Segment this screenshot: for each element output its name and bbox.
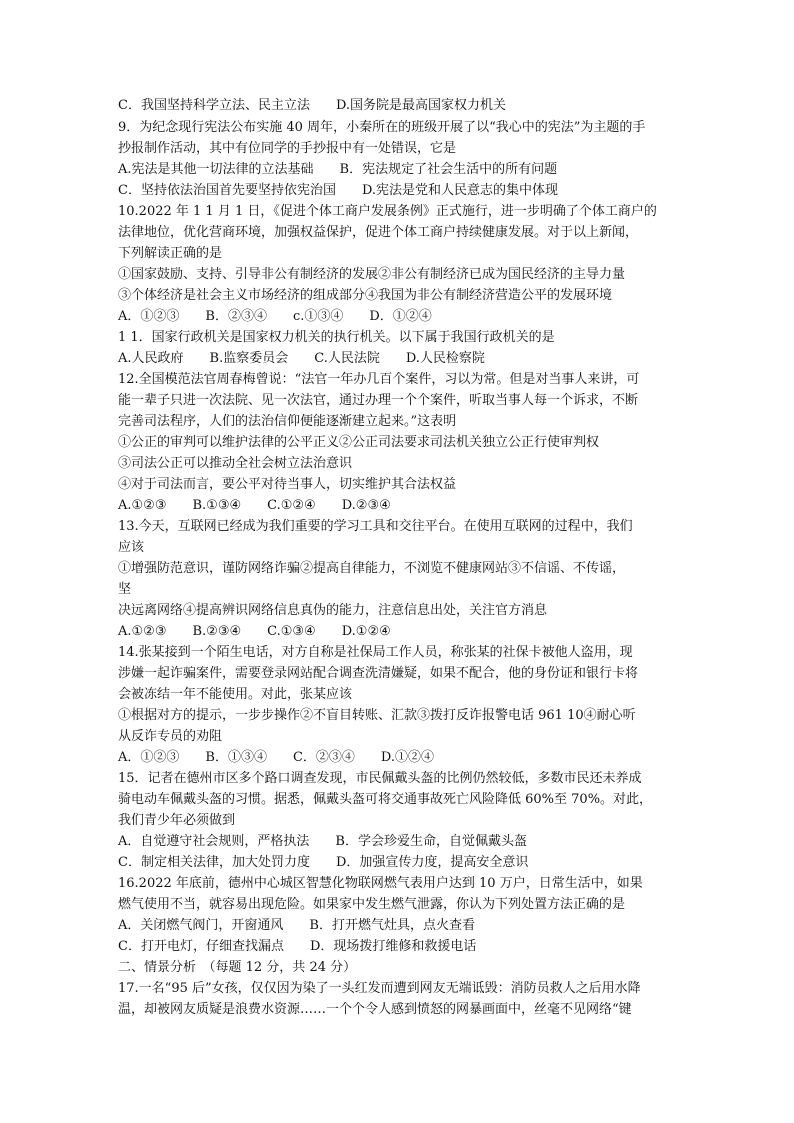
text-line: 14.张某接到一个陌生电话，对方自称是社保局工作人员，称张某的社保卡被他人盗用，现 <box>118 645 633 660</box>
text-line: 骑电动车佩戴头盔的习惯。据悉，佩戴头盔可将交通事故死亡风险降低 60%至 70%。对此， <box>118 792 653 807</box>
text-line: 10.2022 年 1 1 月 1 日，《促进个体工商户发展条例》正式施行，进一步明确了个体工商户的 <box>118 204 657 219</box>
text-line: C．打开电灯，仔细查找漏点 D．现场拨打维修和救援电话 <box>118 939 477 954</box>
text-line: 决远离网络④提高辨识网络信息真伪的能力，注意信息出处，关注官方消息 <box>118 603 548 618</box>
text-line: ①公正的审判可以维护法律的公平正义②公正司法要求司法机关独立公正行使审判权 <box>118 435 600 450</box>
text-line: 抄报制作活动，其中有位同学的手抄报中有一处错误，它是 <box>118 141 457 156</box>
section-heading: 二、情景分析 （每题 12 分，共 24 分） <box>118 960 357 975</box>
text-line: ①国家鼓励、支持、引导非公有制经济的发展②非公有制经济已成为国民经济的主导力量 <box>118 267 626 282</box>
text-line: ①根据对方的提示，一步步操作②不盲目转账、汇款③拨打反诈报警电话 961 10④耐心听 <box>118 708 636 723</box>
text-line: 能一辈子只进一次法院、见一次法官，通过办理一个个案件，听取当事人每一个诉求，不断 <box>118 393 639 408</box>
text-line: 1 1．国家行政机关是国家权力机关的执行机关。以下属于我国行政机关的是 <box>118 330 555 345</box>
text-line: 15．记者在德州市区多个路口调查发现，市民佩戴头盔的比例仍然较低，多数市民还未养成 <box>118 771 642 786</box>
text-line: A．关闭燃气阀门，开窗通风 B．打开燃气灶具，点火查看 <box>118 918 475 933</box>
text-line: 9．为纪念现行宪法公布实施 40 周年，小秦所在的班级开展了以“我心中的宪法”为主题的手 <box>118 120 646 135</box>
text-line: 坚 <box>118 582 132 597</box>
text-line: 我们青少年必须做到 <box>118 813 236 828</box>
text-line: 会被冻结一年不能使用。对此，张某应该 <box>118 687 353 702</box>
text-line: A.人民政府 B.监察委员会 C.人民法院 D.人民检察院 <box>118 351 485 366</box>
text-line: ④对于司法而言，要公平对待当事人，切实维护其合法权益 <box>118 477 457 492</box>
text-line: A．①②③ B．①③④ C．②③④ D.①②④ <box>118 750 434 765</box>
text-line: A.①②③ B.①③④ C.①②④ D.②③④ <box>118 498 391 513</box>
text-line: C．坚持依法治国首先要坚持依宪治国 D.宪法是党和人民意志的集中体现 <box>118 183 559 198</box>
text-line: 16.2022 年底前，德州中心城区智慧化物联网燃气表用户达到 10 万户，日常生活中，如果 <box>118 876 643 891</box>
text-line: 温，却被网友质疑是浪费水资源……一个个令人感到愤怒的网暴画面中，丝毫不见网络“键 <box>118 1002 632 1017</box>
text-line: 法律地位，优化营商环境，加强权益保护，促进个体工商户持续健康发展。对于以上新闻， <box>118 225 639 240</box>
text-line: ①增强防范意识，谨防网络诈骗②提高自律能力，不浏览不健康网站③不信谣、不传谣， <box>118 561 626 576</box>
text-line: A.宪法是其他一切法律的立法基础 B．宪法规定了社会生活中的所有问题 <box>118 162 558 177</box>
text-line: C．制定相关法律，加大处罚力度 D．加强宣传力度，提高安全意识 <box>118 855 529 870</box>
text-line: ③个体经济是社会主义市场经济的组成部分④我国为非公有制经济营造公平的发展环境 <box>118 288 613 303</box>
text-line: A．自觉遵守社会规则，严格执法 B．学会珍爱生命，自觉佩戴头盔 <box>118 834 527 849</box>
text-line: C．我国坚持科学立法、民主立法 D.国务院是最高国家权力机关 <box>118 98 507 113</box>
text-line: 13.今天，互联网已经成为我们重要的学习工具和交往平台。在使用互联网的过程中，我们 <box>118 519 633 534</box>
text-line: 从反诈专员的劝阻 <box>118 729 223 744</box>
text-line: 涉嫌一起诈骗案件，需要登录网站配合调查洗清嫌疑，如果不配合，他的身份证和银行卡将 <box>118 666 639 681</box>
text-line: 12.全国模范法官周春梅曾说：“法官一年办几百个案件，习以为常。但是对当事人来讲，可 <box>118 372 640 387</box>
text-line: 应该 <box>118 540 145 555</box>
text-line: ③司法公正可以推动全社会树立法治意识 <box>118 456 353 471</box>
text-line: 完善司法程序，人们的法治信仰便能逐渐建立起来。”这表明 <box>118 414 457 429</box>
text-line: 燃气使用不当，就容易出现危险。如果家中发生燃气泄露，你认为下列处置方法正确的是 <box>118 897 626 912</box>
text-line: A.①②③ B.②③④ C.①③④ D.①②④ <box>118 624 391 639</box>
text-line: 17.一名“95 后”女孩，仅仅因为染了一头红发而遭到网友无端诋毁：消防员救人之后用水降 <box>118 981 641 996</box>
text-line: A．①②③ B．②③④ c.①③④ D．①②④ <box>118 309 432 324</box>
text-line: 下列解读正确的是 <box>118 246 223 261</box>
